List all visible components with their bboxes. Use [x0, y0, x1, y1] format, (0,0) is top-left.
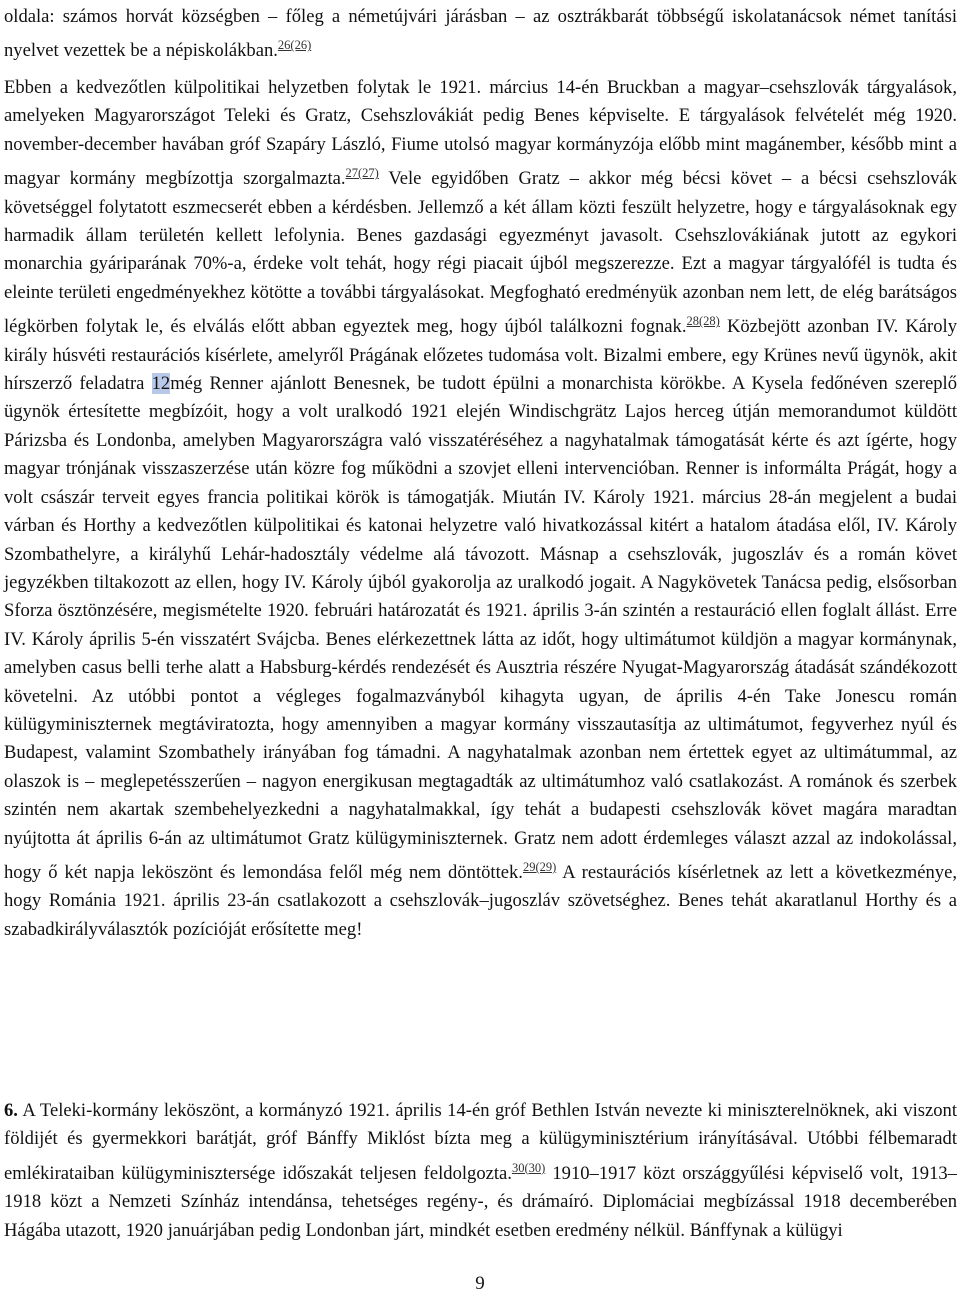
text-run: A Teleki-kormány leköszönt, a kormányzó 1921. április 14-én gróf Bethlen István nevezte ki miniszterelnöknek, aki viszont földijét és gyermekkori barátját, gróf Bánffy Miklóst bízta meg a külügyminisztérium irányításával. Utóbbi félbemaradt emlékirataiban külügyminisztersége időszakát teljesen feldolgozta.	[4, 1100, 957, 1184]
footnote-ref[interactable]: 26(26)	[277, 38, 312, 53]
paragraph-bruck-negotiations	[4, 74, 957, 944]
footnote-ref[interactable]: 29(29)	[522, 859, 557, 874]
text-run: Vele egyidőben Gratz – akkor még bécsi követ – a bécsi csehszlovák követséggel folytatott eszmecserét ebben a kérdésben. Jellemző a két állam közti feszült helyzetre, hogy e tárgyalásoknak egy harmadik állam területén kellett lefolynia. Benes gazdasági egyezményt javasolt. Csehszlovákiának jutott az egykori monarchia gyáriparának 70%-a, érdeke volt tehát, hogy régi piacait újból megszerezze. Ezt a magyar tárgyalófél is tudta és eleinte területi engedményekhez kötötte a további tárgyalásokat. Megfogható eredményük azonban nem lett, de elég barátságos légkörben folytak le, és elválás előtt abban egyeztek meg, hogy újból találkozni fognak.	[4, 168, 957, 338]
text-run: 1910–1917 közt országgyűlési képviselő volt, 1913–1918 közt a Nemzeti Színház intendánsa, tehetséges regény-, és drámaíró. Diplomáciai megbízással 1918 decemberében Hágába utazott, 1920 januárjában pedig Londonban járt, mindkét esetben eredmény nélkül. Bánffynak a külügyi	[4, 1162, 957, 1241]
section-number: 6.	[4, 1100, 18, 1121]
text-run: Közbejött azonban IV. Károly király húsvéti restaurációs kísérlete, amelyről Prágának előzetes tudomása volt. Bizalmi embere, egy Krünes nevű ügynök, akit hírszerző feladatra	[4, 316, 957, 395]
paragraph-section-6	[4, 1097, 957, 1245]
text-run: Ebben a kedvezőtlen külpolitikai helyzetben folytak le 1921. március 14-én Bruckban a magyar–csehszlovák tárgyalások, amelyeken Magyarországot Teleki és Gratz, Csehszlovákiát pedig Benes képviselte. E tárgyalások felvételét még 1920. november-december havában gróf Szapáry László, Fiume utolsó magyar kormányzója előbb mint magánember, később mint a magyar kormány megbízottja szorgalmazta.	[4, 77, 957, 190]
highlighted-page-marker: 12	[151, 373, 171, 395]
text-run: A restaurációs kísérletnek az lett a következménye, hogy Románia 1921. április 23-án csatlakozott a csehszlovák–jugoszláv szövetséghez. Benes tehát akaratlanul Horthy és a szabadkirályválasztók pozícióját erősítette meg!	[4, 861, 957, 940]
text-run: még Renner ajánlott Benesnek, be tudott épülni a monarchista körökbe. A Kysela fedőnéven szereplő ügynök értesítette megbízóit, hogy a volt uralkodó 1921 elején Windischgrätz Lajos herceg útján memorandumot küldött Párizsba és Londonba, amelyben Magyarországra való visszatéréséhez a nagyhatalmak támogatását kérte és azt ígérte, hogy magyar trónjának visszaszerzése után közre fog működni a szovjet elleni intervencióban. Renner is informálta Prágát, hogy a volt császár terveit egyes francia politikai körök is támogatják. Miután IV. Károly 1921. március 28-án megjelent a budai várban és Horthy a kedvezőtlen külpolitikai és katonai helyzetre való hivatkozással kitért a hatalom átadása elől, IV. Károly Szombathelyre, a királyhű Lehár-hadosztály védelme alá távozott. Másnap a csehszlovák, jugoszláv és a román követ jegyzékben tiltakozott az ellen, hogy IV. Károly újból gyakorolja az uralkodó jogait. A Nagykövetek Tanácsa pedig, elsősorban Sforza ösztönzésére, megismételte 1920. februári határozatát és 1921. április 3-án szintén a restauráció ellen foglalt állást. Erre IV. Károly április 5-én visszatért Svájcba. Benes elérkezettnek látta az időt, hogy ultimátumot küldjön a magyar kormánynak, amelyben casus belli terhe alatt a Habsburg-kérdés rendezését és Ausztria részére Nyugat-Magyarország átadását szándékozott követelni. Az utóbbi pontot a végleges fogalmazványból kihagyta ugyan, de április 4-én Take Jonescu román külügyminiszternek megtáviratozta, hogy amennyiben a magyar kormány visszautasítja az ultimátumot, fegyverhez nyúl és Budapest, valamint Szombathely irányában fog támadni. A nagyhatalmak azonban nem értettek egyet az ultimátummal, az olaszok is – meglepetésszerűen – nagyon energikusan megtagadták az ultimátumhoz való csatlakozást. A románok és szerbek szintén nem akartak szembehelyezkedni a nagyhatalmakkal, így tehát a budapesti csehszlovák követ magára maradtan nyújtotta át április 6-án az ultimátumot Gratz külügyminiszternek. Gratz nem adott érdemleges választ azzal az indokolással, hogy ő két napja leköszönt és lemondása felől még nem döntöttek.	[4, 373, 958, 883]
page-number: 9	[475, 1273, 485, 1294]
paragraph-continuation	[4, 3, 957, 66]
footnote-ref[interactable]: 27(27)	[345, 166, 379, 181]
footnote-ref[interactable]: 28(28)	[686, 314, 720, 329]
text-run: oldala: számos horvát községben – főleg a németújvári járásban – az osztrákbarát többségű iskolatanácsok német tanítási nyelvet vezettek be a népiskolákban.	[4, 6, 957, 62]
footnote-ref[interactable]: 30(30)	[511, 1160, 546, 1175]
